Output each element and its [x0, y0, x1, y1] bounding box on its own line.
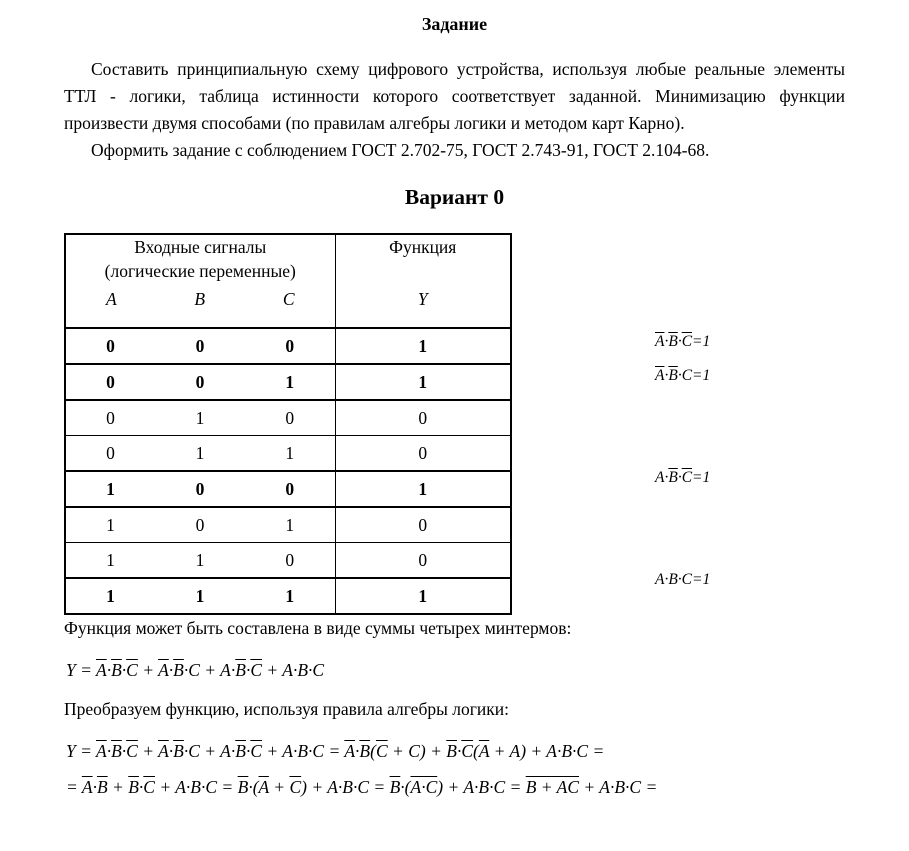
cell-b: 1 [155, 400, 245, 436]
variant-heading: Вариант 0 [404, 185, 505, 209]
inputs-header-line2: (логические переменные) [104, 261, 296, 281]
formula-segment: · [106, 660, 112, 680]
cell-b: 1 [155, 543, 245, 579]
cell-a: 1 [65, 578, 155, 614]
cell-y: 1 [335, 471, 511, 507]
formula-segment: ·( [400, 777, 411, 797]
formula-segment: · [245, 660, 251, 680]
formula-segment: $\overline{B}$ [389, 777, 401, 797]
table-row-111 [65, 578, 511, 614]
formula-segment: · [677, 367, 682, 384]
table-header-row [65, 234, 511, 328]
formula-segment: · [664, 367, 669, 384]
cell-c: 0 [245, 400, 335, 436]
formula-segment: · [456, 741, 462, 761]
formula-segment: + [268, 777, 290, 797]
minterm-annotation-3 [655, 468, 710, 488]
formula-segment: + [489, 741, 510, 761]
formula-segment: $\overline{C}$ [681, 333, 693, 350]
formula-segment: Y = [66, 741, 96, 761]
formula-segment: + [199, 741, 221, 761]
cell-c: 0 [245, 543, 335, 579]
formula-segment: + [262, 660, 283, 680]
formula-segment: =1 [692, 367, 711, 384]
formula-segment: = [66, 777, 82, 797]
formula-segment: + [154, 777, 176, 797]
formula-segment: $\overline{A}$ [478, 741, 490, 761]
formula-segment: $\overline{B}$ [235, 741, 246, 761]
formula-segment: $\overline{B}$ [111, 741, 122, 761]
cell-b: 0 [155, 364, 245, 400]
formula-segment: A·B·C [546, 741, 589, 761]
cell-c: 1 [245, 578, 335, 614]
table-row-110 [65, 543, 511, 579]
cell-b: 0 [155, 471, 245, 507]
cell-a: 0 [65, 328, 155, 364]
inputs-header-line1: Входные сигналы [134, 237, 267, 257]
formula-segment: · [677, 333, 682, 350]
formula-segment: =1 [692, 469, 711, 486]
minterm-formula [66, 658, 845, 682]
formula-segment: $\overline{A}$ [95, 741, 107, 761]
input-variable-labels [66, 283, 335, 310]
formula-segment: = [369, 777, 390, 797]
formula-segment: · [168, 741, 174, 761]
formula-segment: $\overline{A}$ [655, 333, 665, 350]
algebra-transform-line-1 [66, 739, 845, 763]
formula-segment: $\overline{B}$ [668, 333, 678, 350]
formula-segment: $\overline{C}$ [289, 777, 302, 797]
var-label-a: A [106, 289, 117, 309]
table-row-010 [65, 400, 511, 436]
function-header [335, 234, 511, 328]
cell-y: 0 [335, 436, 511, 472]
formula-segment: ) + [437, 777, 464, 797]
algebra-transform-line-2 [66, 775, 845, 799]
formula-segment: ( [473, 741, 479, 761]
formula-segment: $\overline{B}$ [128, 777, 139, 797]
formula-segment: $\overline{A}$ [258, 777, 269, 797]
formula-segment: $\overline{A}$ [158, 741, 169, 761]
formula-segment: $\overline{A}$ [95, 660, 107, 680]
formula-segment: $\overline{B}$ [235, 660, 246, 680]
formula-segment: · [664, 469, 669, 486]
cell-b: 1 [155, 578, 245, 614]
formula-segment: · [664, 333, 669, 350]
formula-segment: A·B·C [463, 777, 506, 797]
formula-segment: · [138, 777, 144, 797]
formula-segment: $\overline{A}$ [81, 777, 93, 797]
formula-segment: $\overline{B}$ [173, 741, 184, 761]
cell-y: 1 [335, 578, 511, 614]
var-label-y: Y [417, 289, 428, 309]
formula-segment: + [199, 660, 221, 680]
formula-segment: = [324, 741, 345, 761]
formula-segment: + [579, 777, 600, 797]
formula-segment: $\overline{B}$ [446, 741, 457, 761]
cell-c: 1 [245, 364, 335, 400]
formula-segment: $\overline{B}$ [237, 777, 249, 797]
formula-segment: ) + [301, 777, 328, 797]
formula-segment: $\overline{C}$ [461, 741, 474, 761]
formula-segment: A [220, 660, 231, 680]
cell-b: 0 [155, 507, 245, 543]
formula-segment: C [188, 660, 200, 680]
formula-segment: = [505, 777, 526, 797]
formula-segment: $\overline{C}$ [681, 469, 693, 486]
transform-intro: Преобразуем функцию, используя правила алгебры логики: [64, 699, 509, 719]
formula-segment: $\overline{B}$ [668, 367, 678, 384]
formula-segment: A·B·C [282, 660, 325, 680]
formula-segment: · [121, 741, 127, 761]
cell-y: 1 [335, 364, 511, 400]
formula-segment: · [230, 660, 236, 680]
var-label-b: B [194, 289, 206, 309]
formula-segment: · [168, 660, 174, 680]
formula-segment: · [677, 469, 682, 486]
minterm-intro: Функция может быть составлена в виде суммы четырех минтермов: [64, 618, 572, 638]
formula-segment: A·B·C [282, 741, 325, 761]
formula-segment: $\overline{A}$ [655, 367, 665, 384]
formula-segment: $\overline{C}$ [126, 660, 138, 680]
formula-segment: A [220, 741, 231, 761]
formula-segment: = [588, 741, 605, 761]
formula-segment: ( [370, 741, 376, 761]
cell-b: 1 [155, 436, 245, 472]
cell-a: 1 [65, 543, 155, 579]
minterm-annotation-1 [655, 332, 710, 352]
formula-segment: =1 [692, 333, 711, 350]
table-row-011 [65, 436, 511, 472]
formula-segment: $\overline{C}$ [143, 777, 155, 797]
formula-segment: $\overline{B}$ [173, 660, 184, 680]
cell-a: 1 [65, 471, 155, 507]
cell-c: 1 [245, 436, 335, 472]
formula-segment: A·B·C [175, 777, 218, 797]
formula-segment: = [641, 777, 658, 797]
formula-segment: A [655, 469, 665, 486]
cell-y: 0 [335, 400, 511, 436]
cell-y: 0 [335, 543, 511, 579]
cell-y: 1 [335, 328, 511, 364]
formula-segment: $\overline{C}$ [375, 741, 388, 761]
formula-segment: · [230, 741, 236, 761]
formula-segment: + [137, 741, 159, 761]
formula-segment: $\overline{A}$ [158, 660, 169, 680]
formula-segment: ·( [248, 777, 259, 797]
formula-segment: A·B·C [599, 777, 642, 797]
formula-segment: = [217, 777, 238, 797]
cell-c: 0 [245, 471, 335, 507]
formula-segment: $\overline{C}$ [126, 741, 138, 761]
formula-segment: + [262, 741, 283, 761]
formula-segment: · [245, 741, 251, 761]
formula-segment: $\overline{B}$ [359, 741, 371, 761]
page-title: Задание [421, 14, 488, 34]
formula-segment: C [408, 741, 420, 761]
cell-a: 1 [65, 507, 155, 543]
function-header-label: Функция [389, 237, 457, 257]
formula-segment: $\overline{C}$ [250, 741, 263, 761]
formula-segment: $\overline{A}$ [344, 741, 356, 761]
formula-segment: Y = [66, 660, 96, 680]
formula-segment: =1 [692, 571, 711, 588]
formula-segment: · [355, 741, 360, 761]
formula-segment: C [681, 367, 693, 384]
formula-segment: + [107, 777, 129, 797]
formula-segment: A·B·C [655, 571, 693, 588]
formula-segment: $\overline{C}$ [250, 660, 263, 680]
formula-segment: ) + [419, 741, 447, 761]
formula-segment: · [121, 660, 127, 680]
formula-segment: C [188, 741, 200, 761]
minterm-annotation-4 [655, 570, 710, 590]
table-row-101 [65, 507, 511, 543]
cell-c: 1 [245, 507, 335, 543]
formula-segment: A·C [410, 777, 438, 797]
cell-a: 0 [65, 400, 155, 436]
cell-y: 0 [335, 507, 511, 543]
table-row-000 [65, 328, 511, 364]
formula-segment: + [137, 660, 159, 680]
formula-segment: ) + [520, 741, 547, 761]
formula-segment: + [387, 741, 409, 761]
minterm-annotation-2 [655, 366, 710, 386]
var-label-c: C [282, 289, 295, 309]
formula-segment: $\overline{B}$ [668, 469, 678, 486]
table-row-100 [65, 471, 511, 507]
gost-paragraph: Оформить задание с соблюдением ГОСТ 2.702-75, ГОСТ 2.743-91, ГОСТ 2.104-68. [91, 140, 710, 160]
formula-segment: · [183, 660, 189, 680]
formula-segment: · [183, 741, 189, 761]
truth-table-zone [64, 233, 845, 605]
inputs-header [65, 234, 335, 328]
formula-segment: A [509, 741, 521, 761]
formula-segment: A·B·C [327, 777, 370, 797]
formula-segment: · [106, 741, 112, 761]
formula-segment: B + AC [525, 777, 579, 797]
formula-segment: $\overline{B}$ [96, 777, 108, 797]
table-row-001 [65, 364, 511, 400]
cell-c: 0 [245, 328, 335, 364]
formula-segment: $\overline{B}$ [111, 660, 122, 680]
task-paragraph: Составить принципиальную схему цифрового устройства, используя любые реальные элементы ТТЛ - логики, таблица истинности которого соответствует заданной. Минимизацию функции произвести двумя способами (по правилам алгебры логики и методом карт Карно). [64, 59, 845, 133]
cell-a: 0 [65, 436, 155, 472]
formula-segment: · [92, 777, 97, 797]
cell-a: 0 [65, 364, 155, 400]
truth-table [64, 233, 512, 615]
cell-b: 0 [155, 328, 245, 364]
